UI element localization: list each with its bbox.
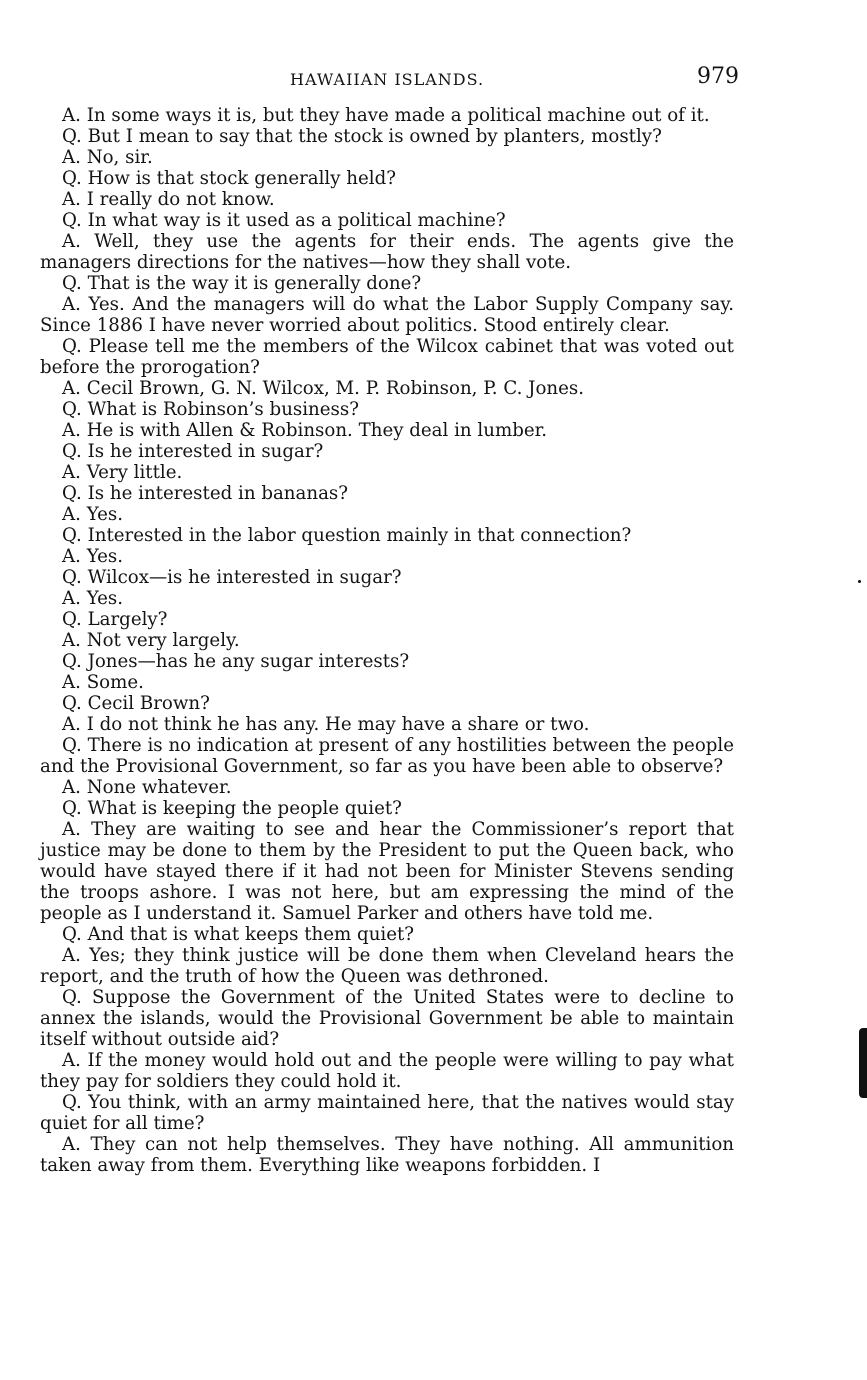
paragraph: A. If the money would hold out and the people were willing to pay what they pay for soldiers they could hold it. (40, 1050, 734, 1092)
paragraph: A. I really do not know. (62, 189, 275, 210)
paragraph: A. Not very largely. (62, 630, 240, 651)
paragraph: Q. And that is what keeps them quiet? (62, 924, 415, 945)
paragraph: Q. Largely? (62, 609, 168, 630)
paragraph: A. Yes. (62, 504, 123, 525)
paragraph: Q. What is Robinson’s business? (62, 399, 359, 420)
binding-edge-mark (859, 1028, 867, 1098)
paragraph: A. They can not help themselves. They have nothing. All ammunition taken away from them. Everything like weapons forbidden. I (40, 1134, 734, 1176)
paragraph: Q. You think, with an army maintained here, that the natives would stay quiet for all time? (40, 1092, 734, 1134)
paragraph: A. Yes. (62, 588, 123, 609)
paragraph: A. Some. (62, 672, 144, 693)
paragraph: A. In some ways it is, but they have made a political machine out of it. (62, 105, 710, 126)
paragraph: A. No, sir. (62, 147, 153, 168)
paragraph: Q. Jones—has he any sugar interests? (62, 651, 410, 672)
paragraph: A. They are waiting to see and hear the Commissioner’s report that justice may be done to them by the President to put the Queen back, who would have stayed there if it had not been for Minister Stevens sending the troops ashore. I was not here, but am expressing the mind of the people as I understand it. Samuel Parker and others have told me. (40, 819, 734, 924)
running-head: HAWAIIAN ISLANDS. (290, 70, 485, 89)
page-header (0, 64, 867, 94)
paragraph: Q. Wilcox—is he interested in sugar? (62, 567, 402, 588)
paragraph: A. I do not think he has any. He may have a share or two. (62, 714, 590, 735)
paragraph: A. He is with Allen & Robinson. They deal in lumber. (62, 420, 548, 441)
paragraph: Q. There is no indication at present of any hostilities between the people and the Provisional Government, so far as you have been able to observe? (40, 735, 734, 777)
paragraph: Q. Is he interested in bananas? (62, 483, 349, 504)
paragraph: A. Yes; they think justice will be done them when Cleveland hears the report, and the truth of how the Queen was dethroned. (40, 945, 734, 987)
paragraph: Q. In what way is it used as a political machine? (62, 210, 506, 231)
paragraph: Q. Is he interested in sugar? (62, 441, 324, 462)
paragraph: A. Well, they use the agents for their ends. The agents give the managers directions for the natives—how they shall vote. (40, 231, 734, 273)
paragraph: A. Cecil Brown, G. N. Wilcox, M. P. Robinson, P. C. Jones. (62, 378, 584, 399)
paragraph: Q. How is that stock generally held? (62, 168, 396, 189)
paragraph: A. Very little. (62, 462, 183, 483)
paragraph: A. Yes. And the managers will do what the Labor Supply Company say. Since 1886 I have never worried about politics. Stood entirely clear. (40, 294, 734, 336)
paragraph: Q. But I mean to say that the stock is owned by planters, mostly? (62, 126, 662, 147)
paragraph: Q. Cecil Brown? (62, 693, 210, 714)
paragraph: Q. Please tell me the members of the Wilcox cabinet that was voted out before the prorogation? (40, 336, 734, 378)
paragraph: Q. What is keeping the people quiet? (62, 798, 402, 819)
paragraph: A. Yes. (62, 546, 123, 567)
paragraph: Q. That is the way it is generally done? (62, 273, 422, 294)
margin-speck (858, 580, 861, 583)
paragraph: A. None whatever. (62, 777, 232, 798)
paragraph: Q. Suppose the Government of the United States were to decline to annex the islands, would the Provisional Government be able to maintain itself without outside aid? (40, 987, 734, 1050)
page-number: 979 (697, 64, 739, 89)
paragraph: Q. Interested in the labor question mainly in that connection? (62, 525, 632, 546)
testimony-text (40, 105, 734, 1176)
